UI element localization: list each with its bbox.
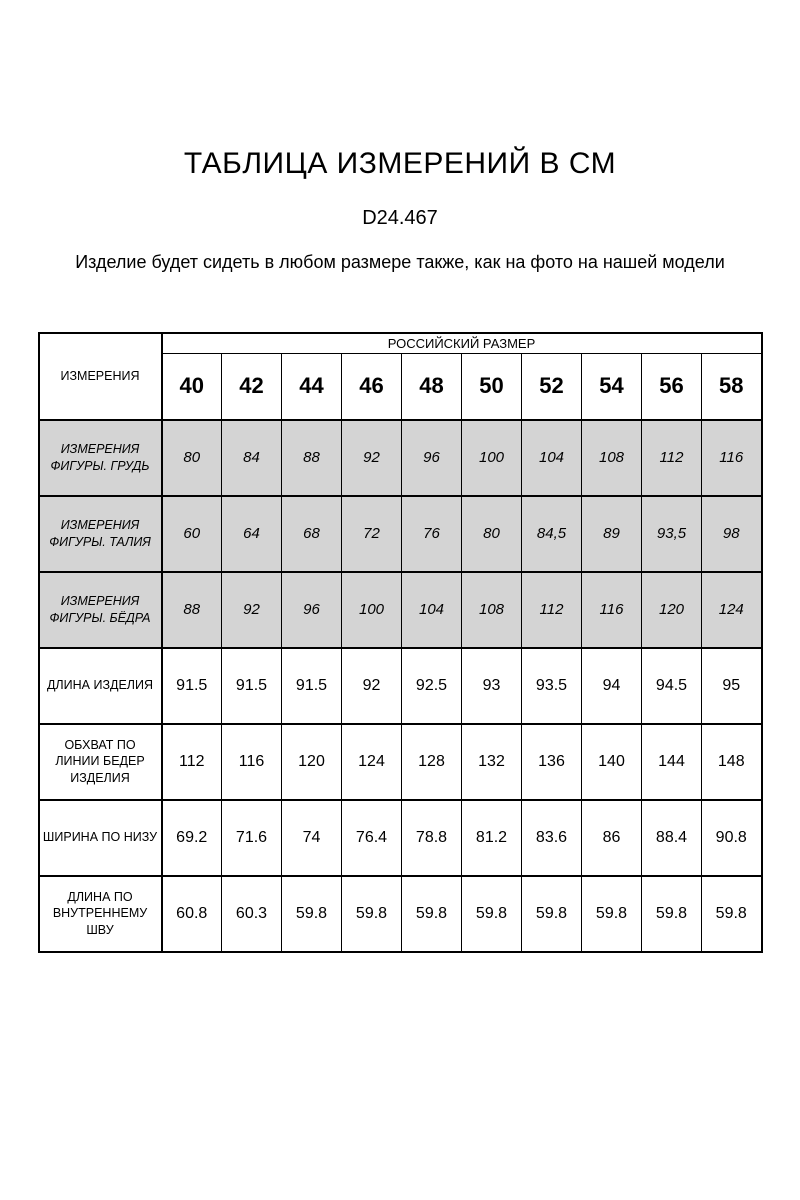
measurement-cell: 83.6: [522, 800, 582, 876]
measurement-cell: 116: [582, 572, 642, 648]
size-column-header: 52: [522, 354, 582, 420]
measurement-cell: 92.5: [402, 648, 462, 724]
measurement-cell: 100: [342, 572, 402, 648]
row-label: ИЗМЕРЕНИЯ ФИГУРЫ. ГРУДЬ: [39, 420, 162, 496]
measurement-cell: 76: [402, 496, 462, 572]
measurement-cell: 80: [462, 496, 522, 572]
measurement-cell: 136: [522, 724, 582, 800]
size-column-header: 48: [402, 354, 462, 420]
measurement-cell: 91.5: [162, 648, 222, 724]
measurement-cell: 89: [582, 496, 642, 572]
measurement-cell: 92: [222, 572, 282, 648]
table-row: [39, 572, 762, 648]
table-row: [39, 800, 762, 876]
measurement-cell: 112: [642, 420, 702, 496]
measurement-cell: 59.8: [582, 876, 642, 952]
measurement-cell: 59.8: [642, 876, 702, 952]
russian-size-group-header: РОССИЙСКИЙ РАЗМЕР: [162, 333, 762, 354]
measurement-cell: 96: [402, 420, 462, 496]
measurement-cell: 92: [342, 420, 402, 496]
measurement-cell: 59.8: [522, 876, 582, 952]
measurement-cell: 124: [702, 572, 762, 648]
size-column-header: 50: [462, 354, 522, 420]
measurement-cell: 84,5: [522, 496, 582, 572]
measurement-cell: 144: [642, 724, 702, 800]
measurement-cell: 60.3: [222, 876, 282, 952]
measurement-cell: 148: [702, 724, 762, 800]
measurement-cell: 116: [222, 724, 282, 800]
measurement-cell: 81.2: [462, 800, 522, 876]
measurement-cell: 104: [522, 420, 582, 496]
measurement-cell: 108: [582, 420, 642, 496]
size-column-header: 44: [282, 354, 342, 420]
size-column-header: 46: [342, 354, 402, 420]
measurement-cell: 93: [462, 648, 522, 724]
measurement-cell: 116: [702, 420, 762, 496]
measurement-cell: 88: [282, 420, 342, 496]
table-row: [39, 420, 762, 496]
measurements-column-header: ИЗМЕРЕНИЯ: [39, 333, 162, 420]
size-group-row: [39, 333, 762, 354]
measurement-cell: 96: [282, 572, 342, 648]
row-label: ИЗМЕРЕНИЯ ФИГУРЫ. ТАЛИЯ: [39, 496, 162, 572]
measurement-cell: 91.5: [282, 648, 342, 724]
size-column-header: 56: [642, 354, 702, 420]
size-column-header: 40: [162, 354, 222, 420]
measurement-cell: 93,5: [642, 496, 702, 572]
table-row: [39, 648, 762, 724]
size-column-header: 42: [222, 354, 282, 420]
measurement-cell: 69.2: [162, 800, 222, 876]
fit-note: Изделие будет сидеть в любом размере также, как на фото на нашей модели: [75, 252, 725, 272]
measurement-cell: 59.8: [702, 876, 762, 952]
measurement-cell: 94: [582, 648, 642, 724]
measurement-cell: 80: [162, 420, 222, 496]
page-title: ТАБЛИЦА ИЗМЕРЕНИЙ В СМ: [183, 147, 617, 180]
measurement-cell: 98: [702, 496, 762, 572]
measurement-cell: 60: [162, 496, 222, 572]
row-label: ИЗМЕРЕНИЯ ФИГУРЫ. БЁДРА: [39, 572, 162, 648]
measurement-cell: 88: [162, 572, 222, 648]
measurement-cell: 112: [162, 724, 222, 800]
measurement-cell: 140: [582, 724, 642, 800]
measurement-cell: 68: [282, 496, 342, 572]
measurement-cell: 124: [342, 724, 402, 800]
measurement-cell: 92: [342, 648, 402, 724]
table-row: [39, 724, 762, 800]
measurement-cell: 108: [462, 572, 522, 648]
article-code: D24.467: [362, 207, 438, 229]
measurement-cell: 78.8: [402, 800, 462, 876]
table-row: [39, 496, 762, 572]
measurement-cell: 91.5: [222, 648, 282, 724]
measurement-cell: 95: [702, 648, 762, 724]
measurement-cell: 86: [582, 800, 642, 876]
measurement-cell: 128: [402, 724, 462, 800]
row-label: ОБХВАТ ПО ЛИНИИ БЕДЕР ИЗДЕЛИЯ: [39, 724, 162, 800]
measurement-cell: 104: [402, 572, 462, 648]
measurements-table: [38, 332, 763, 953]
measurement-cell: 59.8: [402, 876, 462, 952]
measurement-cell: 100: [462, 420, 522, 496]
row-label: ДЛИНА ПО ВНУТРЕННЕМУ ШВУ: [39, 876, 162, 952]
measurement-cell: 60.8: [162, 876, 222, 952]
table-row: [39, 876, 762, 952]
measurement-cell: 59.8: [462, 876, 522, 952]
measurement-cell: 64: [222, 496, 282, 572]
measurement-cell: 94.5: [642, 648, 702, 724]
measurement-cell: 120: [282, 724, 342, 800]
measurement-cell: 71.6: [222, 800, 282, 876]
measurement-cell: 112: [522, 572, 582, 648]
measurement-cell: 90.8: [702, 800, 762, 876]
measurement-cell: 72: [342, 496, 402, 572]
measurement-cell: 59.8: [282, 876, 342, 952]
measurement-cell: 76.4: [342, 800, 402, 876]
size-column-header: 54: [582, 354, 642, 420]
measurement-cell: 93.5: [522, 648, 582, 724]
row-label: ШИРИНА ПО НИЗУ: [39, 800, 162, 876]
measurement-cell: 74: [282, 800, 342, 876]
row-label: ДЛИНА ИЗДЕЛИЯ: [39, 648, 162, 724]
size-column-header: 58: [702, 354, 762, 420]
measurement-cell: 132: [462, 724, 522, 800]
measurement-cell: 88.4: [642, 800, 702, 876]
measurement-cell: 84: [222, 420, 282, 496]
measurement-cell: 59.8: [342, 876, 402, 952]
measurement-cell: 120: [642, 572, 702, 648]
